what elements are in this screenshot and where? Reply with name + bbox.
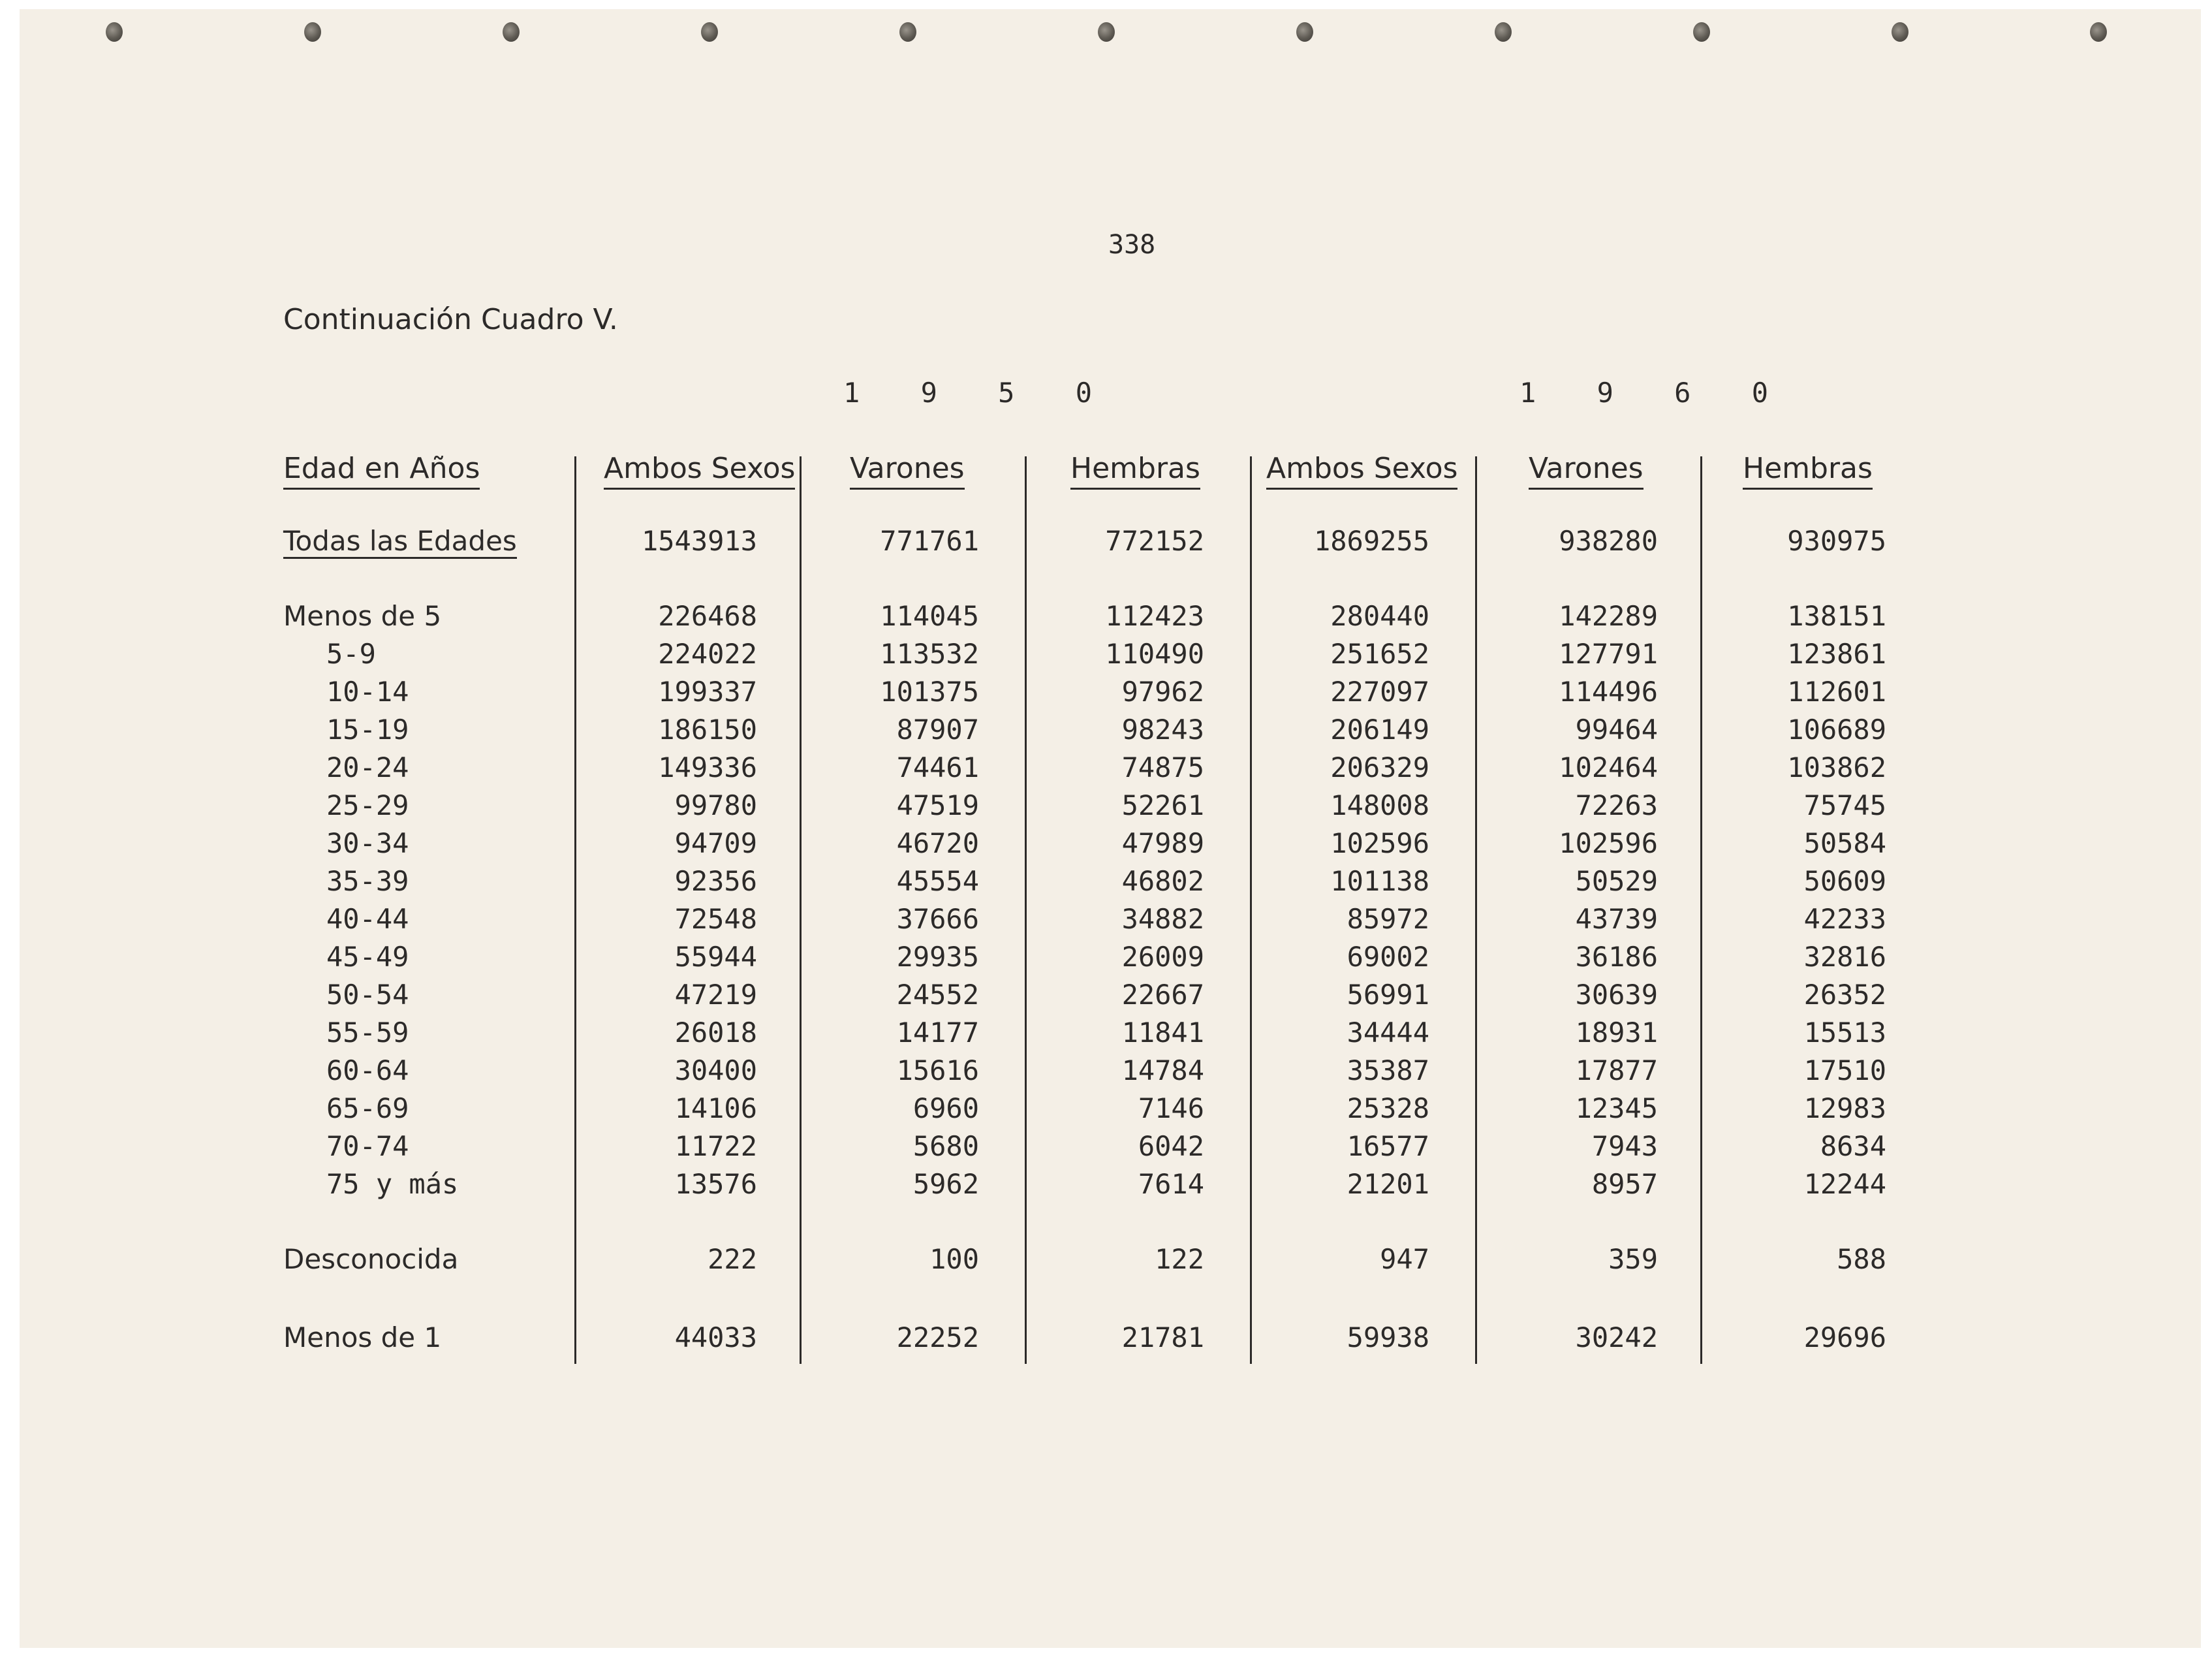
table-cell: 30639 [1575, 979, 1658, 1011]
table-row [20, 600, 2201, 638]
table-row [20, 638, 2201, 676]
table-cell: 123861 [1787, 638, 1886, 670]
table-cell: 224022 [658, 638, 757, 670]
table-cell: 18931 [1575, 1017, 1658, 1049]
table-cell: 99780 [674, 789, 757, 821]
table-cell: 50609 [1803, 865, 1886, 897]
row-label: Menos de 1 [283, 1321, 442, 1353]
table-caption: Continuación Cuadro V. [283, 303, 618, 336]
column-header-age: Edad en Años [283, 452, 480, 485]
table-cell: 56991 [1347, 979, 1429, 1011]
table-cell: 99464 [1575, 714, 1658, 746]
table-cell: 72548 [674, 903, 757, 935]
binder-hole-icon [304, 22, 321, 42]
table-cell: 101138 [1330, 865, 1429, 897]
table-row [20, 1054, 2201, 1092]
row-label: 50-54 [326, 979, 409, 1011]
table-cell: 15513 [1803, 1017, 1886, 1049]
table-row [20, 1017, 2201, 1054]
table-cell: 52261 [1121, 789, 1204, 821]
row-label: 75 y más [326, 1168, 459, 1200]
table-cell: 251652 [1330, 638, 1429, 670]
table-cell: 1543913 [641, 525, 757, 557]
table-cell: 148008 [1330, 789, 1429, 821]
table-cell: 101375 [880, 676, 979, 708]
table-cell: 47519 [896, 789, 979, 821]
binder-holes [20, 22, 2201, 48]
table-cell: 110490 [1105, 638, 1204, 670]
table-cell: 29935 [896, 941, 979, 973]
table-cell: 34882 [1121, 903, 1204, 935]
table-cell: 45554 [896, 865, 979, 897]
table-cell: 72263 [1575, 789, 1658, 821]
table-cell: 36186 [1575, 941, 1658, 973]
table-cell: 11722 [674, 1130, 757, 1162]
table-row [20, 1243, 2201, 1281]
table-cell: 114496 [1559, 676, 1658, 708]
table-cell: 94709 [674, 827, 757, 859]
table-cell: 930975 [1787, 525, 1886, 557]
year-heading-1960: 1 9 6 0 [1519, 377, 1791, 409]
table-cell: 11841 [1121, 1017, 1204, 1049]
table-cell: 55944 [674, 941, 757, 973]
table-cell: 47989 [1121, 827, 1204, 859]
binder-hole-icon [701, 22, 718, 42]
table-cell: 8957 [1591, 1168, 1658, 1200]
row-label: 45-49 [326, 941, 409, 973]
table-cell: 226468 [658, 600, 757, 632]
table-cell: 186150 [658, 714, 757, 746]
table-cell: 106689 [1787, 714, 1886, 746]
column-header-male-1950: Varones [850, 452, 965, 485]
row-label: 60-64 [326, 1054, 409, 1086]
table-cell: 26018 [674, 1017, 757, 1049]
table-cell: 85972 [1347, 903, 1429, 935]
row-label: 35-39 [326, 865, 409, 897]
table-row [20, 1168, 2201, 1206]
table-row [20, 1092, 2201, 1130]
column-header-male-1960: Varones [1529, 452, 1643, 485]
table-cell: 30242 [1575, 1321, 1658, 1353]
table-row [20, 941, 2201, 979]
table-cell: 102596 [1559, 827, 1658, 859]
table-cell: 17510 [1803, 1054, 1886, 1086]
table-cell: 21781 [1121, 1321, 1204, 1353]
table-cell: 87907 [896, 714, 979, 746]
table-cell: 75745 [1803, 789, 1886, 821]
table-cell: 97962 [1121, 676, 1204, 708]
table-cell: 50584 [1803, 827, 1886, 859]
table-row [20, 903, 2201, 941]
table-cell: 206329 [1330, 751, 1429, 783]
table-cell: 947 [1380, 1243, 1429, 1275]
row-label: 20-24 [326, 751, 409, 783]
table-cell: 14177 [896, 1017, 979, 1049]
table-cell: 771761 [880, 525, 979, 557]
table-cell: 8634 [1820, 1130, 1886, 1162]
table-cell: 114045 [880, 600, 979, 632]
table-cell: 50529 [1575, 865, 1658, 897]
table-cell: 46720 [896, 827, 979, 859]
table-cell: 359 [1608, 1243, 1658, 1275]
table-cell: 103862 [1787, 751, 1886, 783]
table-cell: 44033 [674, 1321, 757, 1353]
table-cell: 26352 [1803, 979, 1886, 1011]
table-cell: 938280 [1559, 525, 1658, 557]
table-row [20, 1321, 2201, 1359]
binder-hole-icon [899, 22, 916, 42]
table-cell: 35387 [1347, 1054, 1429, 1086]
table-cell: 5680 [912, 1130, 979, 1162]
binder-hole-icon [1495, 22, 1512, 42]
column-header-female-1950: Hembras [1070, 452, 1200, 485]
table-cell: 12983 [1803, 1092, 1886, 1124]
table-cell: 16577 [1347, 1130, 1429, 1162]
row-label: Desconocida [283, 1243, 459, 1275]
table-row [20, 789, 2201, 827]
row-label: 15-19 [326, 714, 409, 746]
binder-hole-icon [1892, 22, 1908, 42]
table-cell: 32816 [1803, 941, 1886, 973]
table-cell: 29696 [1803, 1321, 1886, 1353]
column-header-female-1960: Hembras [1743, 452, 1873, 485]
table-row [20, 714, 2201, 751]
table-cell: 69002 [1347, 941, 1429, 973]
column-header-both-1950: Ambos Sexos [604, 452, 795, 485]
table-cell: 112423 [1105, 600, 1204, 632]
year-heading-1950: 1 9 5 0 [843, 377, 1115, 409]
table-cell: 92356 [674, 865, 757, 897]
table-cell: 6960 [912, 1092, 979, 1124]
row-label: 25-29 [326, 789, 409, 821]
table-cell: 14784 [1121, 1054, 1204, 1086]
binder-hole-icon [503, 22, 520, 42]
table-cell: 12244 [1803, 1168, 1886, 1200]
table-cell: 22252 [896, 1321, 979, 1353]
table-cell: 280440 [1330, 600, 1429, 632]
table-cell: 5962 [912, 1168, 979, 1200]
table-cell: 30400 [674, 1054, 757, 1086]
table-cell: 74461 [896, 751, 979, 783]
table-cell: 14106 [674, 1092, 757, 1124]
table-cell: 12345 [1575, 1092, 1658, 1124]
binder-hole-icon [2090, 22, 2107, 42]
table-row [20, 525, 2201, 563]
row-label: 5-9 [326, 638, 376, 670]
table-cell: 7146 [1138, 1092, 1204, 1124]
table-cell: 1869255 [1313, 525, 1429, 557]
table-cell: 113532 [880, 638, 979, 670]
table-cell: 74875 [1121, 751, 1204, 783]
page-number: 338 [1108, 230, 1156, 260]
document-page [20, 9, 2201, 1648]
table-cell: 222 [708, 1243, 757, 1275]
table-row [20, 865, 2201, 903]
table-cell: 24552 [896, 979, 979, 1011]
table-cell: 142289 [1559, 600, 1658, 632]
table-cell: 26009 [1121, 941, 1204, 973]
column-header-both-1960: Ambos Sexos [1266, 452, 1457, 485]
table-cell: 772152 [1105, 525, 1204, 557]
table-cell: 47219 [674, 979, 757, 1011]
table-cell: 588 [1837, 1243, 1886, 1275]
table-cell: 22667 [1121, 979, 1204, 1011]
binder-hole-icon [1098, 22, 1115, 42]
table-cell: 7943 [1591, 1130, 1658, 1162]
table-cell: 34444 [1347, 1017, 1429, 1049]
table-cell: 102464 [1559, 751, 1658, 783]
table-row [20, 751, 2201, 789]
table-row [20, 1130, 2201, 1168]
table-row [20, 827, 2201, 865]
table-row [20, 979, 2201, 1017]
table-row [20, 676, 2201, 714]
table-cell: 59938 [1347, 1321, 1429, 1353]
table-cell: 37666 [896, 903, 979, 935]
table-cell: 227097 [1330, 676, 1429, 708]
row-label: 30-34 [326, 827, 409, 859]
table-cell: 17877 [1575, 1054, 1658, 1086]
table-cell: 21201 [1347, 1168, 1429, 1200]
row-label: 65-69 [326, 1092, 409, 1124]
table-cell: 206149 [1330, 714, 1429, 746]
row-label: 55-59 [326, 1017, 409, 1049]
row-label: Todas las Edades [283, 525, 517, 557]
table-cell: 122 [1155, 1243, 1204, 1275]
table-cell: 149336 [658, 751, 757, 783]
table-cell: 46802 [1121, 865, 1204, 897]
table-cell: 112601 [1787, 676, 1886, 708]
table-cell: 100 [929, 1243, 979, 1275]
table-cell: 43739 [1575, 903, 1658, 935]
table-cell: 98243 [1121, 714, 1204, 746]
binder-hole-icon [1693, 22, 1710, 42]
table-cell: 6042 [1138, 1130, 1204, 1162]
row-label: 70-74 [326, 1130, 409, 1162]
binder-hole-icon [106, 22, 123, 42]
table-cell: 15616 [896, 1054, 979, 1086]
table-cell: 7614 [1138, 1168, 1204, 1200]
table-cell: 25328 [1347, 1092, 1429, 1124]
table-cell: 42233 [1803, 903, 1886, 935]
table-cell: 13576 [674, 1168, 757, 1200]
binder-hole-icon [1296, 22, 1313, 42]
row-label: Menos de 5 [283, 600, 442, 632]
row-label: 10-14 [326, 676, 409, 708]
row-label: 40-44 [326, 903, 409, 935]
table-cell: 127791 [1559, 638, 1658, 670]
table-cell: 138151 [1787, 600, 1886, 632]
table-cell: 199337 [658, 676, 757, 708]
table-cell: 102596 [1330, 827, 1429, 859]
